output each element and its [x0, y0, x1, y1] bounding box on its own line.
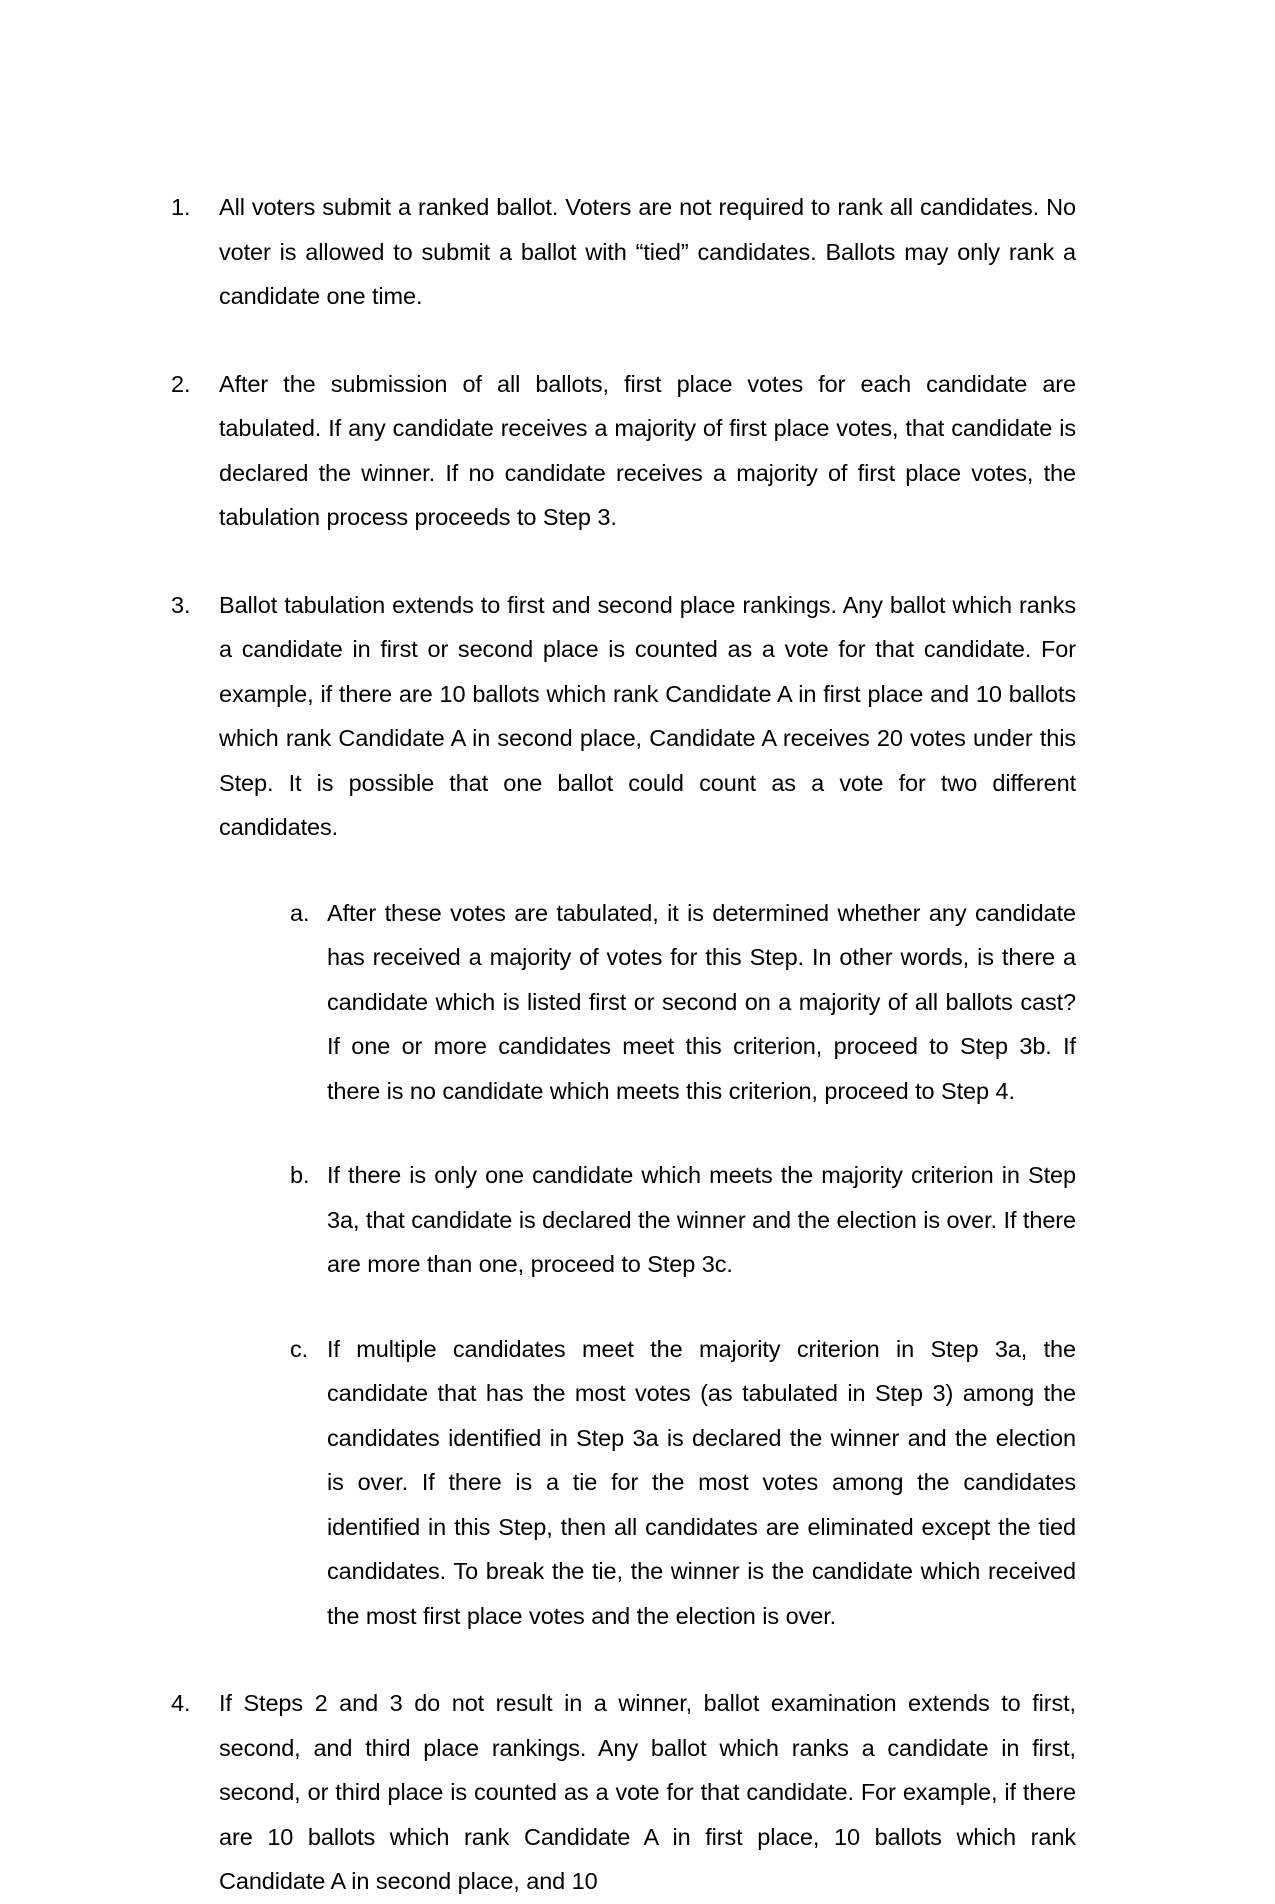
step-text: After the submission of all ballots, first place votes for each candidate are tabulated. If any candidate receives a majority of first place votes, that candidate is declared the winner. If no candidate receives a majority of first place votes, the tabulation process proceeds to Step 3.	[219, 370, 1076, 530]
procedure-substep-3b	[290, 1153, 1076, 1287]
procedure-step-2	[171, 362, 1076, 540]
substep-marker: b.	[290, 1162, 310, 1188]
substep-text: If multiple candidates meet the majority criterion in Step 3a, the candidate that has the most votes (as tabulated in Step 3) among the candidates identified in Step 3a is declared the winner and the election is over. If there is a tie for the most votes among the candidates identified in this Step, then all candidates are eliminated except the tied candidates. To break the tie, the winner is the candidate which received the most first place votes and the election is over.	[327, 1335, 1076, 1629]
step-marker: 3.	[171, 591, 191, 618]
procedure-step-list	[171, 185, 1076, 1904]
procedure-step-3	[171, 583, 1076, 1639]
step-text: If Steps 2 and 3 do not result in a winner, ballot examination extends to first, second, and third place rankings. Any ballot which ranks a candidate in first, second, or third place is counted as a vote for that candidate. For example, if there are 10 ballots which rank Candidate A in first place, 10 ballots which rank Candidate A in second place, and 10	[219, 1690, 1076, 1894]
substep-marker: c.	[290, 1335, 309, 1362]
step-marker: 1.	[171, 194, 191, 220]
step-text: All voters submit a ranked ballot. Voters are not required to rank all candidates. No voter is allowed to submit a ballot with “tied” candidates. Ballots may only rank a candidate one time.	[219, 194, 1076, 309]
substep-text: After these votes are tabulated, it is determined whether any candidate has received a majority of votes for this Step. In other words, is there a candidate which is listed first or second on a majority of all ballots cast? If one or more candidates meet this criterion, proceed to Step 3b. If there is no candidate which meets this criterion, proceed to Step 4.	[327, 899, 1076, 1104]
procedure-step-1	[171, 185, 1076, 319]
step-marker: 4.	[171, 1690, 191, 1716]
procedure-substep-3c	[290, 1327, 1076, 1639]
substep-text: If there is only one candidate which meets the majority criterion in Step 3a, that candidate is declared the winner and the election is over. If there are more than one, proceed to Step 3c.	[327, 1162, 1076, 1277]
step-marker: 2.	[171, 370, 191, 397]
procedure-substep-list	[219, 891, 1076, 1639]
procedure-substep-3a	[290, 891, 1076, 1114]
step-text: Ballot tabulation extends to first and second place rankings. Any ballot which ranks a candidate in first or second place is counted as a vote for that candidate. For example, if there are 10 ballots which rank Candidate A in first place and 10 ballots which rank Candidate A in second place, Candidate A receives 20 votes under this Step. It is possible that one ballot could count as a vote for two different candidates.	[219, 591, 1076, 840]
substep-marker: a.	[290, 899, 310, 926]
procedure-step-4	[171, 1681, 1076, 1904]
document-body	[171, 185, 1076, 1904]
